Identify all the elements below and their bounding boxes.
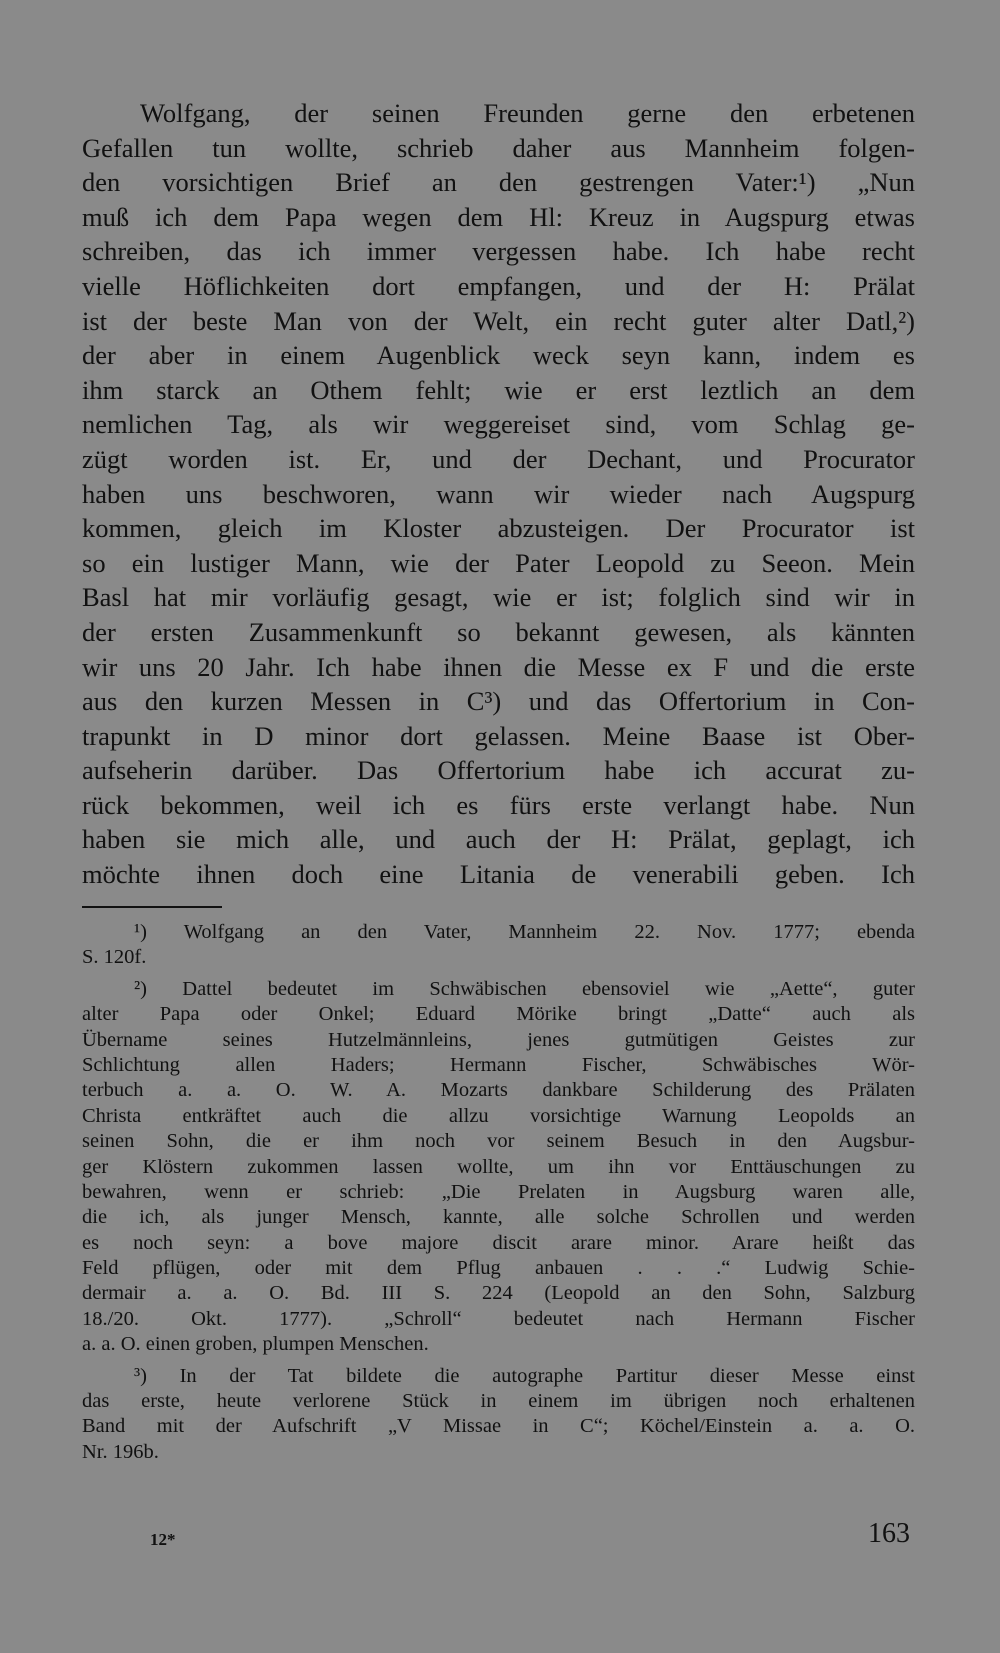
text-line: Wolfgang, der seinen Freunden gerne den erbetenen [140, 98, 915, 128]
text-line: trapunkt in D minor dort gelassen. Meine Baase ist Ober- [82, 720, 915, 751]
text-line: wir uns 20 Jahr. Ich habe ihnen die Messe ex F und die erste [82, 651, 915, 682]
footnote-line: S. 120f. [82, 946, 147, 969]
text-line: Basl hat mir vorläufig gesagt, wie er ist; folglich sind wir in [82, 582, 915, 613]
footnote-line: Nr. 196b. [82, 1440, 159, 1463]
text-line: kommen, gleich im Kloster abzusteigen. Der Procurator ist [82, 513, 915, 544]
footnote-line: 18./20. Okt. 1777). „Schroll“ bedeutet nach Hermann Fischer [82, 1307, 915, 1330]
footnote-line: a. a. O. einen groben, plumpen Menschen. [82, 1333, 429, 1356]
text-line: Gefallen tun wollte, schrieb daher aus Mannheim folgen- [82, 132, 915, 163]
text-line: ist der beste Man von der Welt, ein recht guter alter Datl,²) [82, 305, 915, 336]
footnote-text: Dattel bedeutet im Schwäbischen ebensoviel wie „Aette“, guter [182, 977, 915, 1000]
footnote-line: Feld pflügen, oder mit dem Pflug anbauen . . .“ Ludwig Schie- [82, 1257, 915, 1280]
text-line: der ersten Zusammenkunft so bekannt gewesen, als kännten [82, 616, 915, 647]
footnote-text: Wolfgang an den Vater, Mannheim 22. Nov. 1777; ebenda [183, 921, 916, 943]
signature-mark: 12* [150, 1530, 176, 1549]
text-line: aus den kurzen Messen in C³) und das Offertorium in Con- [82, 686, 915, 717]
footnote-first-line [82, 1364, 915, 1389]
footnote-line: das erste, heute verlorene Stück in einem im übrigen noch erhaltenen [82, 1390, 915, 1413]
footnote-line: es noch seyn: a bove majore discit arare minor. Arare heißt das [82, 1231, 915, 1254]
main-text [82, 96, 915, 892]
footnote-line: Band mit der Aufschrift „V Missae in C“; Köchel/Einstein a. a. O. [82, 1415, 915, 1438]
footnote-first-line [82, 920, 915, 945]
footnote-line: Christa entkräftet auch die allzu vorsichtige Warnung Leopolds an [82, 1104, 915, 1127]
footnote-marker: ³) [134, 1364, 180, 1387]
text-line: so ein lustiger Mann, wie der Pater Leopold zu Seeon. Mein [82, 547, 915, 578]
text-line: vielle Höflichkeiten dort empfangen, und der H: Prälat [82, 270, 915, 301]
footnote-line: Übername seines Hutzelmännleins, jenes gutmütigen Geistes zur [82, 1028, 915, 1051]
footnote-marker: ²) [134, 977, 183, 1000]
footnote [82, 920, 915, 971]
footnote-separator [82, 906, 222, 908]
footnote-line: dermair a. a. O. Bd. III S. 224 (Leopold an den Sohn, Salzburg [82, 1282, 915, 1305]
text-line: der aber in einem Augenblick weck seyn kann, indem es [82, 340, 915, 371]
footnote-line: alter Papa oder Onkel; Eduard Mörike bringt „Datte“ auch als [82, 1003, 915, 1026]
text-line: zügt worden ist. Er, und der Dechant, und Procurator [82, 443, 915, 474]
text-line: möchte ihnen doch eine Litania de venerabili geben. Ich [82, 859, 915, 890]
text-line: den vorsichtigen Brief an den gestrengen Vater:¹) „Nun [82, 167, 915, 198]
footnote-line: ger Klöstern zukommen lassen wollte, um ihn vor Enttäuschungen zu [82, 1155, 915, 1178]
footnote-line: bewahren, wenn er schrieb: „Die Prelaten in Augsburg waren alle, [82, 1180, 915, 1203]
text-line: haben uns beschworen, wann wir wieder nach Augspurg [82, 478, 915, 509]
text-line: muß ich dem Papa wegen dem Hl: Kreuz in Augspurg etwas [82, 201, 915, 232]
text-line: haben sie mich alle, und auch der H: Prälat, geplagt, ich [82, 824, 915, 855]
text-line: schreiben, das ich immer vergessen habe. Ich habe recht [82, 236, 915, 267]
page-number: 163 [868, 1518, 910, 1549]
footnotes [82, 920, 915, 1471]
footnote-first-line [82, 977, 915, 1002]
text-line: aufseherin darüber. Das Offertorium habe ich accurat zu- [82, 755, 915, 786]
footnote [82, 1364, 915, 1466]
text-line: nemlichen Tag, als wir weggereiset sind, vom Schlag ge- [82, 409, 915, 440]
footnote [82, 977, 915, 1358]
footnote-line: terbuch a. a. O. W. A. Mozarts dankbare Schilderung des Prälaten [82, 1079, 915, 1102]
footnote-line: die ich, als junger Mensch, kannte, alle solche Schrollen und werden [82, 1206, 915, 1229]
footnote-line: seinen Sohn, die er ihm noch vor seinem Besuch in den Augsbur- [82, 1130, 915, 1153]
text-line: rück bekommen, weil ich es fürs erste verlangt habe. Nun [82, 789, 915, 820]
text-line: ihm starck an Othem fehlt; wie er erst leztlich an dem [82, 374, 915, 405]
footnote-marker: ¹) [134, 921, 184, 943]
footnote-text: In der Tat bildete die autographe Partitur dieser Messe einst [179, 1364, 915, 1387]
footnote-line: Schlichtung allen Haders; Hermann Fischer, Schwäbisches Wör- [82, 1053, 915, 1076]
